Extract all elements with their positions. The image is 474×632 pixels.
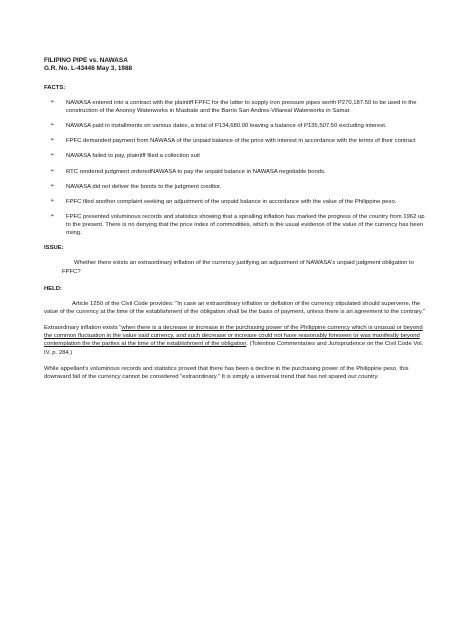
list-item (44, 198, 430, 206)
fact-text: FPFC filed another complaint seeking an adjustment of the unpaid balance in accordance with the value of the Philippine peso. (66, 198, 397, 205)
definition-lead: Extraordinary inflation exists " (44, 325, 122, 332)
arrowhead-bullet-icon: ➢ (50, 137, 55, 144)
list-item (44, 213, 430, 237)
held-paragraph-conclusion: While appellant's voluminous records and statistics proved that there has been a decline in the purchasing power of the Philippine peso, this downward fall of the currency cannot be considered "extraordinary." It is simply a universal trend that has not spared our country. (44, 365, 409, 380)
arrowhead-bullet-icon: ➢ (50, 152, 55, 159)
arrowhead-bullet-icon: ➢ (50, 182, 55, 189)
arrowhead-bullet-icon: ➢ (50, 212, 55, 219)
case-title: FILIPINO PIPE vs. NAWASA (44, 57, 128, 64)
definition-citation: . (Tolentino Commentaries and Jurisprudence on the Civil Code Vol. IV, p. 284.) (44, 341, 424, 356)
arrowhead-bullet-icon: ➢ (50, 197, 55, 204)
arrowhead-bullet-icon: ➢ (50, 98, 55, 105)
list-item (44, 152, 430, 160)
list-item (44, 122, 430, 130)
fact-text: NAWASA entered into a contract with the plaintiff FPFC for the latter to supply iron pressure pipes worth P270,187.50 to be used in the construction of the Anonoy Waterworks in Masbate and the Barrio San Andres-Villareal Waterworks in Samar. (66, 99, 417, 114)
arrowhead-bullet-icon: ➢ (50, 122, 55, 129)
fact-text: FPFC presented voluminous records and statistics showing that a spiralling inflation has marked the progress of the country from 1962 up to the present. There is no denying that the price index of commodities, which is the usual evidence of the value of the currency has been rising. (66, 213, 425, 237)
fact-text: NAWASA did not deliver the bonds to the judgment creditor. (66, 183, 222, 190)
arrowhead-bullet-icon: ➢ (50, 167, 55, 174)
definition-underlined: when there is a decrease or increase in the purchasing power of the Philippine currency which is unusual or beyond the common fluctuation in the value said currency, and such decrease or increase could not have reasonably foreseen or was manifestly beyond contemplation the the parties at the time of the establishment of the obligation (44, 325, 423, 348)
issue-text: Whether there exists an extraordinary inflation of the currency justifying an adjustment of NAWASA's unpaid judgment obligation to FPFC? (62, 260, 414, 275)
facts-heading: FACTS: (44, 84, 66, 91)
fact-text: RTC rendered judgment orderedNAWASA to pay the unpaid balance in NAWASA negotiable bonds. (66, 168, 326, 175)
fact-text: NAWASA failed to pay, plaintiff filed a collection suit (66, 153, 200, 160)
issue-heading: ISSUE: (44, 245, 64, 252)
facts-list (44, 99, 430, 238)
list-item (44, 168, 430, 176)
held-paragraph-definition (44, 324, 430, 357)
held-paragraph-article: Article 1250 of the Civil Code provides: "In case an extraordinary inflation or deflation of the currency stipulated should supervene, the value of the currency at the time of the establishment of the obligation shall be the basis of payment, unless there is an agreement to the contrary." (44, 300, 426, 316)
fact-text: NAWASA paid in installments on various dates, a total of P134,680.00 leaving a balance of P135,507.50 excluding interest. (66, 123, 387, 130)
list-item (44, 137, 430, 145)
list-item (44, 183, 430, 191)
case-gr-number: G.R. No. L-43446 May 3, 1988 (44, 65, 133, 73)
list-item (44, 99, 430, 115)
held-heading: HELD: (44, 285, 62, 292)
fact-text: FPFC demanded payment from NAWASA of the unpaid balance of the price with interest in accordance with the terms of their contract (66, 138, 416, 145)
